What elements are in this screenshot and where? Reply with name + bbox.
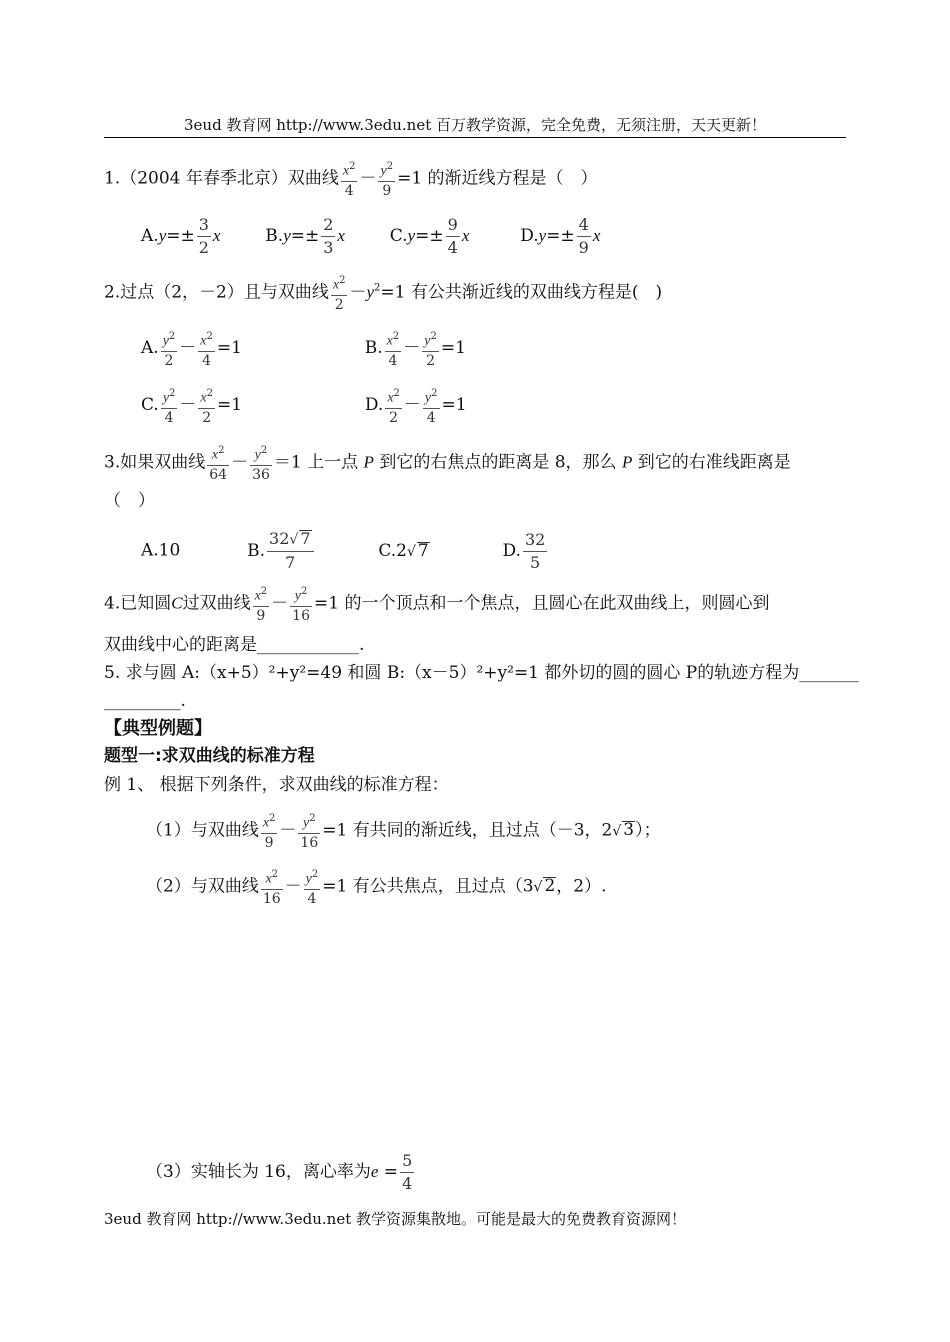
- page-footer: 3eud 教育网 http://www.3edu.net 教学资源集散地。可能是最大的免费教育资源网！: [104, 1210, 686, 1228]
- question-2-stem: 2.过点（2，－2）且与双曲线 $\frac{x^2}{2}$ $-y^2=1$ 有公共渐近线的双曲线方程是( ): [104, 272, 662, 314]
- question-3-options: [141, 528, 549, 574]
- fraction: $\frac{y^2}{4}$: [304, 866, 321, 908]
- question-2-options-row-2: [141, 385, 467, 427]
- question-1-stem: 1.（2004 年春季北京）双曲线 $\frac{x^2}{4}$ － $\frac{y^2}{9}$ =1 的渐近线方程是（ ）: [104, 158, 598, 200]
- example-1-item-2: （2）与双曲线 $\frac{x^2}{16}$ － $\frac{y^2}{4}$ =1 有公共焦点，且过点（3√ 2，2）.: [146, 866, 607, 908]
- fraction: $\frac{x^2}{64}$: [207, 442, 229, 484]
- fraction: $\frac{y^2}{36}$: [250, 442, 272, 484]
- fraction: $\frac{x^2}{9}$: [261, 810, 278, 852]
- option-a: A.y=± $\frac{3}{2}$ x: [141, 215, 221, 257]
- option-c: C.y=± $\frac{9}{4}$ x: [389, 215, 470, 257]
- fraction: $\frac{x^2}{4}$: [341, 158, 358, 200]
- question-3-paren: （ ）: [104, 491, 155, 511]
- fraction: $\frac{5}{4}$: [402, 1151, 413, 1193]
- question-5-line-2: _________.: [104, 691, 186, 711]
- option-d: D. $\frac{32}{5}$: [502, 529, 546, 572]
- fraction: $\frac{x^2}{9}$: [253, 583, 270, 625]
- header-rule: [104, 137, 846, 138]
- option-d: D. $\frac{x^2}{2}$ － $\frac{y^2}{4}$ =1: [365, 395, 467, 415]
- example-1-item-1: （1）与双曲线 $\frac{x^2}{9}$ － $\frac{y^2}{16}$ =1 有共同的渐近线，且过点（－3，2√ 3）；: [146, 810, 661, 852]
- question-2-options-row-1: [141, 328, 466, 370]
- fraction: $\frac{y^2}{9}$: [378, 158, 395, 200]
- option-a: A.10: [141, 540, 181, 561]
- page-header: 3eud 教育网 http://www.3edu.net 百万教学资源，完全免费，无须注册，天天更新！: [184, 116, 766, 134]
- option-b: B. $\frac{x^2}{4}$ － $\frac{y^2}{2}$ =1: [365, 338, 466, 358]
- fraction: $\frac{x^2}{2}$: [331, 272, 348, 314]
- option-c: C. $\frac{y^2}{4}$ － $\frac{x^2}{2}$ =1: [141, 395, 242, 415]
- section-subtitle: 题型一:求双曲线的标准方程: [104, 746, 315, 766]
- question-5-line-1: 5. 求与圆 A:（x+5）²+y²=49 和圆 B:（x－5）²+y²=1 都外切的圆的圆心 P的轨迹方程为_______: [104, 663, 859, 683]
- fraction: $\frac{y^2}{16}$: [298, 810, 320, 852]
- option-b: B.y=± $\frac{2}{3}$ x: [265, 215, 345, 257]
- option-d: D.y=± $\frac{4}{9}$ x: [520, 215, 601, 257]
- option-b: B. $\frac{32√ 7}{7}$: [247, 541, 315, 561]
- question-3-stem: 3.如果双曲线 $\frac{x^2}{64}$ － $\frac{y^2}{36}$ ＝1 上一点 P 到它的右焦点的距离是 8，那么 P 到它的右准线距离是: [104, 442, 791, 484]
- question-1-options: [141, 214, 600, 259]
- fraction: $\frac{y^2}{16}$: [290, 583, 312, 625]
- question-4-line-2: 双曲线中心的距离是____________.: [104, 635, 365, 655]
- option-c: C.2√ 7: [378, 540, 429, 561]
- option-a: A. $\frac{y^2}{2}$ － $\frac{x^2}{4}$ =1: [141, 338, 242, 358]
- question-4-stem: 4.已知圆C过双曲线 $\frac{x^2}{9}$ － $\frac{y^2}{16}$ =1 的一个顶点和一个焦点，且圆心在此双曲线上，则圆心到: [104, 583, 769, 625]
- section-title: 【典型例题】: [104, 718, 212, 739]
- example-1-title: 例 1、 根据下列条件，求双曲线的标准方程：: [104, 775, 449, 795]
- fraction: $\frac{x^2}{16}$: [261, 866, 283, 908]
- example-1-item-3: （3）实轴长为 16，离心率为e = $\frac{5}{4}$: [146, 1151, 413, 1193]
